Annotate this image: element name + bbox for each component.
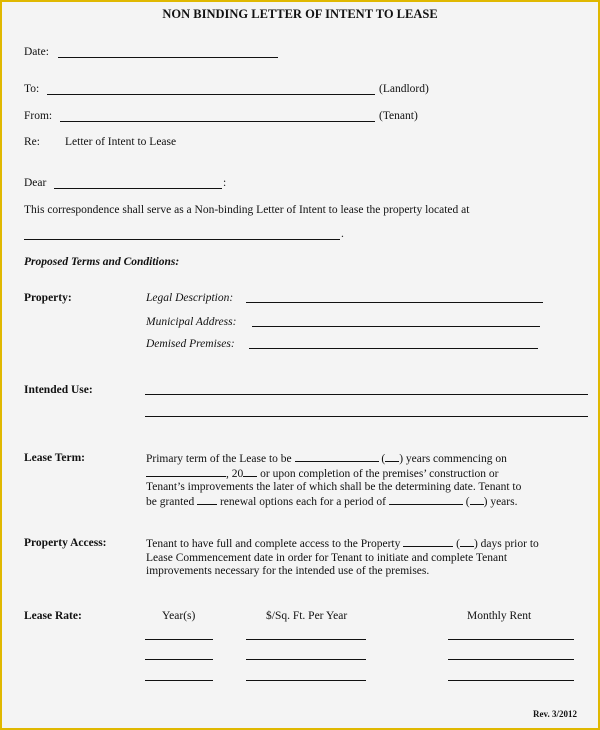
revision-note: Rev. 3/2012	[533, 709, 577, 719]
dear-field-line[interactable]	[54, 188, 222, 189]
property-access-label: Property Access:	[24, 537, 107, 549]
legal-description-label: Legal Description:	[146, 292, 234, 304]
lease-term-paren-open-2: (	[465, 495, 470, 508]
tenant-label: (Tenant)	[379, 110, 418, 122]
rate-row-1-years-line[interactable]	[145, 639, 213, 640]
rate-row-3-years-line[interactable]	[145, 680, 213, 681]
lease-term-text-1: Primary term of the Lease to be	[146, 453, 292, 465]
rate-row-2-rate-line[interactable]	[246, 659, 366, 660]
intended-use-line-1[interactable]	[145, 394, 588, 395]
re-label: Re:	[24, 136, 40, 148]
lease-term-text-4: Tenant’s improvements the later of which shall be the determining date. Tenant to	[146, 481, 522, 493]
lease-rate-label: Lease Rate:	[24, 610, 82, 622]
legal-description-line[interactable]	[246, 302, 543, 303]
monthly-rent-column-header: Monthly Rent	[467, 610, 532, 622]
rate-row-3-rent-line[interactable]	[448, 680, 574, 681]
lease-term-text-5: be granted	[146, 495, 195, 508]
access-days-blank[interactable]	[403, 537, 453, 547]
renewal-period-blank[interactable]	[389, 495, 463, 505]
lease-term-text-6: renewal options each for a period of	[219, 495, 387, 508]
years-column-header: Year(s)	[162, 610, 196, 622]
dear-label: Dear	[24, 177, 47, 189]
rate-row-1-rent-line[interactable]	[448, 639, 574, 640]
re-text: Letter of Intent to Lease	[65, 136, 177, 148]
document-title: NON BINDING LETTER OF INTENT TO LEASE	[162, 7, 438, 21]
lease-term-paren-open: (	[381, 453, 386, 465]
intended-use-label: Intended Use:	[24, 384, 93, 396]
rate-row-2-years-line[interactable]	[145, 659, 213, 660]
dear-colon: :	[223, 177, 227, 189]
rate-column-header: $/Sq. Ft. Per Year	[266, 610, 348, 622]
property-location-line[interactable]	[24, 239, 340, 240]
property-access-text-2: ) days prior to	[473, 538, 539, 550]
rate-row-3-rate-line[interactable]	[246, 680, 366, 681]
property-access-paragraph	[146, 537, 539, 579]
municipal-address-line[interactable]	[252, 326, 540, 327]
lease-term-label: Lease Term:	[24, 452, 86, 464]
date-field-line[interactable]	[58, 57, 278, 58]
commencement-year-blank[interactable]	[243, 467, 257, 477]
property-access-paren-open: (	[456, 538, 460, 550]
renewal-options-blank[interactable]	[197, 495, 217, 505]
demised-premises-label: Demised Premises:	[146, 338, 235, 350]
property-access-text-3: Lease Commencement date in order for Tenant to initiate and complete Tenant	[146, 551, 508, 564]
access-days-number-blank[interactable]	[460, 537, 474, 547]
landlord-label: (Landlord)	[379, 83, 429, 95]
municipal-address-label: Municipal Address:	[146, 316, 237, 328]
rate-row-1-rate-line[interactable]	[246, 639, 366, 640]
property-label: Property:	[24, 292, 72, 304]
lease-term-text-7: ) years.	[483, 495, 518, 508]
intro-text: This correspondence shall serve as a Non-binding Letter of Intent to lease the property located at	[24, 204, 470, 216]
rate-row-2-rent-line[interactable]	[448, 659, 574, 660]
lease-term-years-blank[interactable]	[295, 452, 379, 462]
commencement-date-blank[interactable]	[146, 467, 226, 477]
proposed-terms-heading: Proposed Terms and Conditions:	[24, 256, 180, 268]
intended-use-line-2[interactable]	[145, 416, 588, 417]
renewal-period-number-blank[interactable]	[470, 495, 484, 505]
to-field-line[interactable]	[47, 94, 375, 95]
lease-term-paragraph	[146, 452, 521, 509]
date-label: Date:	[24, 46, 49, 58]
lease-term-text-2: ) years commencing on	[399, 453, 507, 465]
demised-premises-line[interactable]	[249, 348, 538, 349]
lease-term-years-number-blank[interactable]	[385, 452, 399, 462]
property-access-text-1: Tenant to have full and complete access to the Property	[146, 538, 401, 550]
lease-term-text-3: or upon completion of the premises’ construction or	[260, 467, 499, 480]
lease-term-year-prefix: , 20	[226, 467, 244, 480]
intro-period: .	[341, 228, 344, 240]
from-label: From:	[24, 110, 53, 122]
to-label: To:	[24, 83, 40, 95]
property-access-text-4: improvements necessary for the intended use of the premises.	[146, 565, 430, 577]
from-field-line[interactable]	[60, 121, 375, 122]
